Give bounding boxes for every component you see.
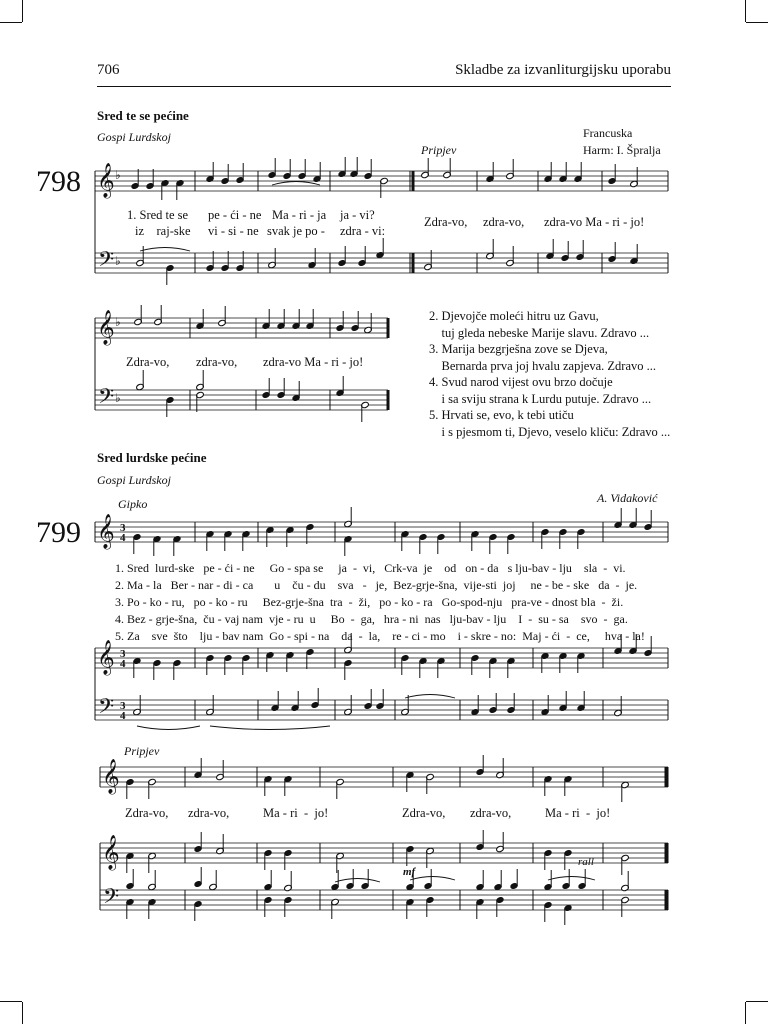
treble-clef-icon: 𝄞 <box>97 310 115 345</box>
note <box>476 870 485 891</box>
note <box>421 158 430 179</box>
note <box>331 898 340 919</box>
hymn-799-number: 799 <box>36 516 81 549</box>
lyric: 1. Sred te se <box>127 208 189 222</box>
note <box>224 654 233 675</box>
lyric: Zdra-vo, <box>126 355 170 369</box>
note <box>131 169 140 190</box>
note <box>266 651 275 672</box>
note <box>486 239 495 260</box>
note <box>224 530 233 551</box>
note <box>206 530 215 551</box>
note <box>277 378 286 399</box>
note <box>424 869 433 890</box>
note <box>126 898 135 919</box>
note <box>286 651 295 672</box>
note <box>161 179 170 200</box>
note <box>196 391 205 412</box>
note <box>476 898 485 919</box>
note <box>344 659 353 680</box>
note <box>496 896 505 917</box>
note <box>306 309 315 330</box>
bass-clef-icon: 𝄢 <box>98 384 115 413</box>
note <box>134 305 143 326</box>
slur <box>140 248 190 252</box>
treble-clef-icon: 𝄞 <box>102 759 120 794</box>
rall-marking: rall <box>578 856 594 868</box>
note <box>574 162 583 183</box>
lyric: vi - si - ne <box>208 224 259 238</box>
hymn-799-dedication: Gospi Lurdskoj <box>97 473 171 487</box>
page-number: 706 <box>97 62 120 78</box>
note <box>206 162 215 183</box>
note <box>546 239 555 260</box>
note <box>194 867 203 888</box>
note <box>562 869 571 890</box>
lyric: ja - vi? <box>340 208 375 222</box>
lyric: iz raj-ske <box>135 224 191 238</box>
hymn-798-number: 798 <box>36 165 81 198</box>
note <box>206 251 215 272</box>
verse-line: 3. Po - ko - ru, po - ko - ru Bez-grje-šna tra - ži, po - ko - ra Go-spod-nju pra-ve - dnost bla - ži. <box>115 595 624 609</box>
note <box>544 775 553 796</box>
note <box>507 533 516 554</box>
note <box>544 849 553 870</box>
note <box>271 691 280 712</box>
note <box>426 896 435 917</box>
note <box>406 898 415 919</box>
lyric: Ma - ri - jo! <box>545 806 611 820</box>
treble-clef-icon: 𝄞 <box>97 640 115 675</box>
note <box>629 634 638 655</box>
note <box>506 246 515 267</box>
slur <box>548 877 595 881</box>
note <box>364 159 373 180</box>
lyric: zdra-vo, <box>470 806 512 820</box>
note <box>154 305 163 326</box>
dynamic-marking: mf <box>403 866 416 878</box>
time-signature-denominator: 4 <box>120 658 126 670</box>
lyric: zdra - vi: <box>340 224 386 238</box>
note <box>126 778 135 799</box>
note <box>629 508 638 529</box>
slur <box>210 726 330 730</box>
note <box>133 533 142 554</box>
note <box>206 654 215 675</box>
note <box>358 246 367 267</box>
time-signature-denominator: 4 <box>120 710 126 722</box>
lyric: zdra-vo Ma - ri - jo! <box>263 355 364 369</box>
bass-clef-icon: 𝄢 <box>103 884 120 913</box>
note <box>236 251 245 272</box>
slur <box>137 726 200 730</box>
treble-clef-icon: 𝄞 <box>97 514 115 549</box>
note <box>166 264 175 285</box>
verse-line: 4. Svud narod vijest ovu brzo dočuje <box>429 375 613 389</box>
note <box>283 159 292 180</box>
note <box>148 870 157 891</box>
note <box>608 242 617 263</box>
note <box>284 849 293 870</box>
note <box>236 163 245 184</box>
note <box>471 654 480 675</box>
note <box>476 755 485 776</box>
note <box>401 530 410 551</box>
note <box>336 311 345 332</box>
time-signature-denominator: 4 <box>120 532 126 544</box>
note <box>489 693 498 714</box>
time-signature-numerator: 3 <box>120 522 126 534</box>
note <box>489 533 498 554</box>
note <box>284 871 293 892</box>
note <box>292 381 301 402</box>
note <box>291 691 300 712</box>
note <box>298 159 307 180</box>
note <box>559 691 568 712</box>
hymn-799-title: Sred lurdske pećine <box>97 450 207 465</box>
note <box>577 691 586 712</box>
note <box>496 832 505 853</box>
lyric: zdra-vo, <box>483 215 525 229</box>
note <box>221 164 230 185</box>
note <box>544 901 553 922</box>
note <box>496 758 505 779</box>
note <box>242 530 251 551</box>
note <box>148 898 157 919</box>
note <box>336 376 345 397</box>
note <box>146 169 155 190</box>
flat-icon: ♭ <box>115 254 121 268</box>
lyric: svak je po - <box>267 224 325 238</box>
note <box>173 659 182 680</box>
note <box>559 528 568 549</box>
note <box>264 870 273 891</box>
verse-line: 5. Hrvati se, evo, k tebi utiču <box>429 408 574 422</box>
note <box>614 508 623 529</box>
note <box>561 241 570 262</box>
note <box>437 533 446 554</box>
lyric: zdra-vo, <box>188 806 230 820</box>
note <box>564 849 573 870</box>
note <box>196 309 205 330</box>
note <box>350 157 359 178</box>
hymn-798-harmony: Harm: I. Špralja <box>583 143 661 157</box>
note <box>507 693 516 714</box>
note <box>506 159 515 180</box>
note <box>578 869 587 890</box>
note <box>284 775 293 796</box>
verse-line: 5. Za sve što lju - bav nam Go - spi - na da - la, re - ci - mo i - skre - no: Maj - ći - ce, hva - la! <box>115 629 645 643</box>
note <box>564 904 573 925</box>
lyric: Ma - ri - ja <box>272 208 327 222</box>
bass-clef-icon: 𝄢 <box>98 247 115 276</box>
note <box>331 870 340 891</box>
note <box>218 306 227 327</box>
verse-line: 2. Djevojče moleći hitru uz Gavu, <box>429 309 599 323</box>
note <box>630 167 639 188</box>
note <box>196 370 205 391</box>
hymn-798-refrain-marking: Pripjev <box>421 143 457 157</box>
note <box>336 778 345 799</box>
note <box>564 775 573 796</box>
note <box>194 758 203 779</box>
lyric: pe - ći - ne <box>208 208 262 222</box>
slur <box>272 182 320 186</box>
note <box>344 633 353 654</box>
note <box>264 849 273 870</box>
time-signature-numerator: 3 <box>120 648 126 660</box>
note <box>242 654 251 675</box>
lyric: zdra-vo Ma - ri - jo! <box>544 215 645 229</box>
note <box>644 636 653 657</box>
note <box>494 870 503 891</box>
note <box>262 309 271 330</box>
note <box>577 528 586 549</box>
hymn-798-dedication: Gospi Lurdskoj <box>97 130 171 144</box>
verse-line: 4. Bez - grje-šna, ču - vaj nam vje - ru u Bo - ga, hra - ni nas lju-bav - lju I - su - sa svo - ga. <box>115 612 628 626</box>
note <box>376 689 385 710</box>
note <box>153 659 162 680</box>
verse-line: 2. Ma - la Ber - nar - di - ca u ču - du sva - je, Bez-grje-šna, vije-sti joj ne - be - ske da - je. <box>115 578 638 592</box>
note <box>136 370 145 391</box>
note <box>136 246 145 267</box>
running-head: Skladbe za izvanliturgijsku uporabu <box>455 62 671 78</box>
note <box>221 251 230 272</box>
lyric: Zdra-vo, <box>125 806 169 820</box>
note <box>621 781 630 802</box>
verse-line: i s pjesmom ti, Djevo, veselo kliču: Zdravo ... <box>429 424 671 439</box>
note <box>148 778 157 799</box>
note <box>406 870 415 891</box>
note <box>608 164 617 185</box>
note <box>510 869 519 890</box>
lyric: Ma - ri - jo! <box>263 806 329 820</box>
note <box>264 775 273 796</box>
note <box>401 654 410 675</box>
treble-clef-icon: 𝄞 <box>102 835 120 870</box>
flat-icon: ♭ <box>115 391 121 405</box>
note <box>419 533 428 554</box>
verse-line: i sa sviju strana k Lurdu putuje. Zdravo ... <box>429 391 652 406</box>
note <box>559 162 568 183</box>
note <box>344 535 353 556</box>
note <box>216 834 225 855</box>
note <box>361 401 370 422</box>
bass-clef-icon: 𝄢 <box>98 694 115 723</box>
note <box>443 158 452 179</box>
note <box>544 162 553 183</box>
hymn-799-refrain-marking: Pripjev <box>124 744 160 758</box>
note <box>264 896 273 917</box>
note <box>209 870 218 891</box>
note <box>338 246 347 267</box>
note <box>476 830 485 851</box>
note <box>194 832 203 853</box>
note <box>614 696 623 717</box>
note <box>576 240 585 261</box>
hymn-798-refrain-bass-staff <box>95 390 388 410</box>
note <box>338 157 347 178</box>
hymn-799-tempo: Gipko <box>118 497 148 511</box>
note <box>544 870 553 891</box>
verse-line: tuj gleda nebeske Marije slavu. Zdravo ... <box>429 325 650 340</box>
note <box>630 244 639 265</box>
lyric: Zdra-vo, <box>402 806 446 820</box>
note <box>194 900 203 921</box>
note <box>176 179 185 200</box>
slur <box>405 695 455 699</box>
slur <box>335 879 380 883</box>
note <box>644 510 653 531</box>
note <box>292 309 301 330</box>
verse-line: 1. Sred lurd-ske pe - ći - ne Go - spa se ja - vi, Crk-va je od on - da s lju-bav - lju sla - vi. <box>115 561 626 575</box>
note <box>313 162 322 183</box>
note <box>311 688 320 709</box>
note <box>541 528 550 549</box>
note <box>486 162 495 183</box>
note <box>166 396 175 417</box>
hymn-798-composer: Francuska <box>583 126 633 140</box>
note <box>268 158 277 179</box>
note <box>380 177 389 198</box>
note <box>614 634 623 655</box>
note <box>471 530 480 551</box>
note <box>351 311 360 332</box>
note <box>216 760 225 781</box>
verse-line: 3. Marija bezgrješna zove se Djeva, <box>429 342 608 356</box>
note <box>306 648 315 669</box>
note <box>153 535 162 556</box>
note <box>344 507 353 528</box>
verse-line: Bernarda prva joj hvalu zapjeva. Zdravo ... <box>429 358 656 373</box>
note <box>376 238 385 259</box>
note <box>364 689 373 710</box>
time-signature-numerator: 3 <box>120 700 126 712</box>
lyric: zdra-vo, <box>196 355 238 369</box>
flat-icon: ♭ <box>115 168 121 182</box>
note <box>306 523 315 544</box>
hymn-798-title: Sred te se pećine <box>97 108 189 123</box>
note <box>426 773 435 794</box>
treble-clef-icon: 𝄞 <box>97 163 115 198</box>
hymn-799-composer: A. Vidaković <box>597 491 658 505</box>
lyric: Zdra-vo, <box>424 215 468 229</box>
note <box>621 896 630 917</box>
note <box>173 535 182 556</box>
note <box>262 378 271 399</box>
flat-icon: ♭ <box>115 315 121 329</box>
note <box>277 309 286 330</box>
slur <box>410 877 455 881</box>
note <box>284 896 293 917</box>
